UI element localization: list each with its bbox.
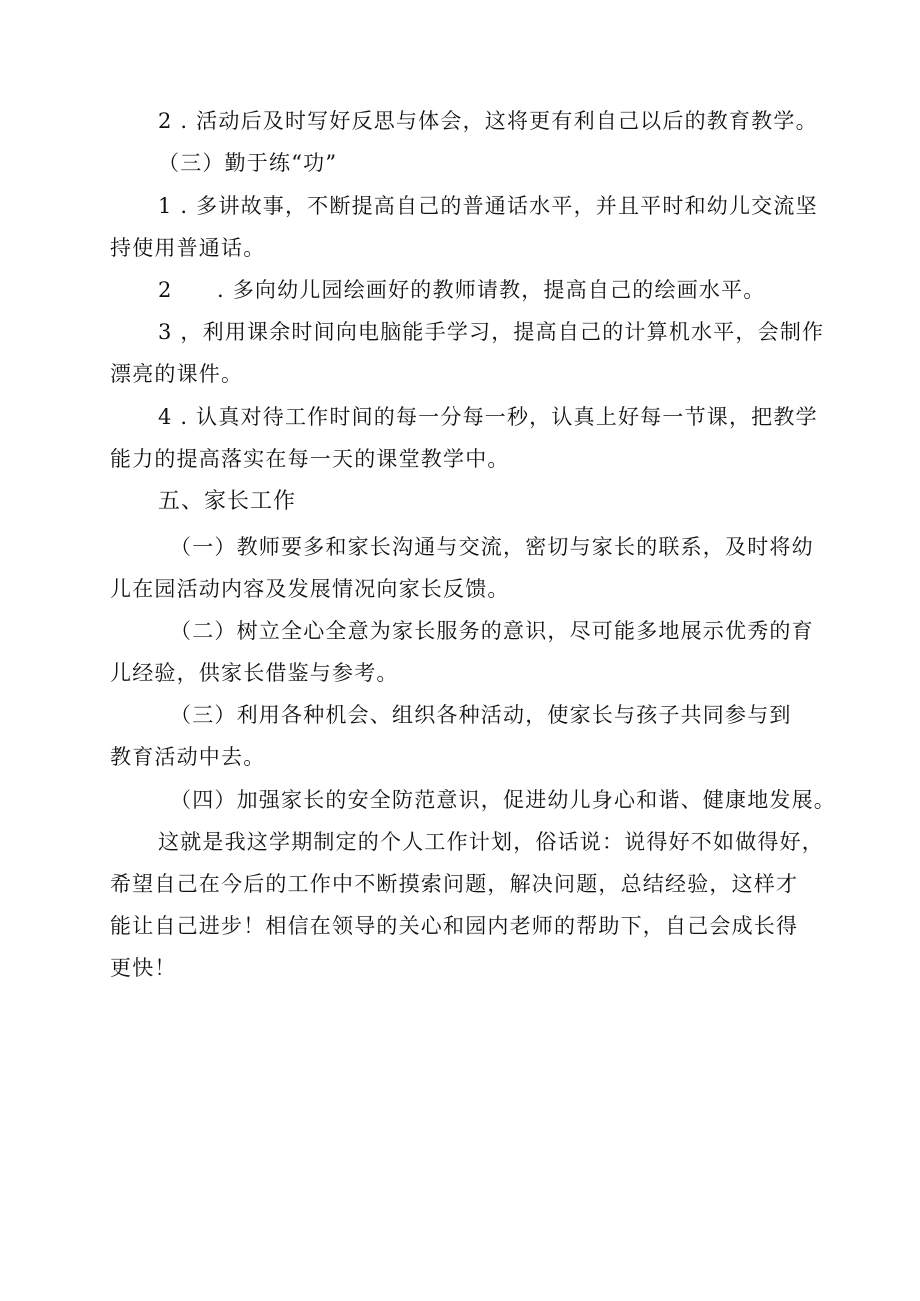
paragraph-line: 3 ，利用课余时间向电脑能手学习，提高自己的计算机水平，会制作 xyxy=(158,320,825,344)
paragraph-line: 儿在园活动内容及发展情况向家长反馈。 xyxy=(110,577,510,601)
paragraph-line: 漂亮的课件。 xyxy=(110,362,244,386)
paragraph-line: （二）树立全心全意为家长服务的意识，尽可能多地展示优秀的育 xyxy=(170,619,814,643)
paragraph-line: 持使用普通话。 xyxy=(110,236,266,260)
paragraph-line: 希望自己在今后的工作中不断摸索问题，解决问题，总结经验，这样才 xyxy=(110,872,799,896)
paragraph-line: 教育活动中去。 xyxy=(110,745,266,769)
paragraph-line: （四）加强家长的安全防范意识，促进幼儿身心和谐、健康地发展。 xyxy=(170,788,836,812)
paragraph-line: 2 . 活动后及时写好反思与体会，这将更有利自己以后的教育教学。 xyxy=(158,109,818,133)
paragraph-line: 儿经验，供家长借鉴与参考。 xyxy=(110,661,399,685)
section-heading: 五、家长工作 xyxy=(158,489,297,514)
paragraph-line: 4 . 认真对待工作时间的每一分每一秒，认真上好每一节课，把教学 xyxy=(158,405,818,429)
paragraph-line: （一）教师要多和家长沟通与交流，密切与家长的联系，及时将幼 xyxy=(170,535,814,559)
paragraph-line: （三）利用各种机会、组织各种活动，使家长与孩子共同参与到 xyxy=(170,703,792,727)
paragraph-line: 1 . 多讲故事，不断提高自己的普通话水平，并且平时和幼儿交流坚 xyxy=(158,194,818,218)
paragraph-line: 2 . 多向幼儿园绘画好的教师请教，提高自己的绘画水平。 xyxy=(158,278,766,302)
paragraph-line: 更快！ xyxy=(110,956,177,980)
paragraph-line: 能力的提高落实在每一天的课堂教学中。 xyxy=(110,447,510,471)
paragraph-line: 能让自己进步！相信在领导的关心和园内老师的帮助下，自己会成长得 xyxy=(110,914,799,938)
paragraph-line: 这就是我这学期制定的个人工作计划，俗话说：说得好不如做得好， xyxy=(158,830,824,854)
subheading-line: （三）勤于练“功” xyxy=(158,151,338,175)
